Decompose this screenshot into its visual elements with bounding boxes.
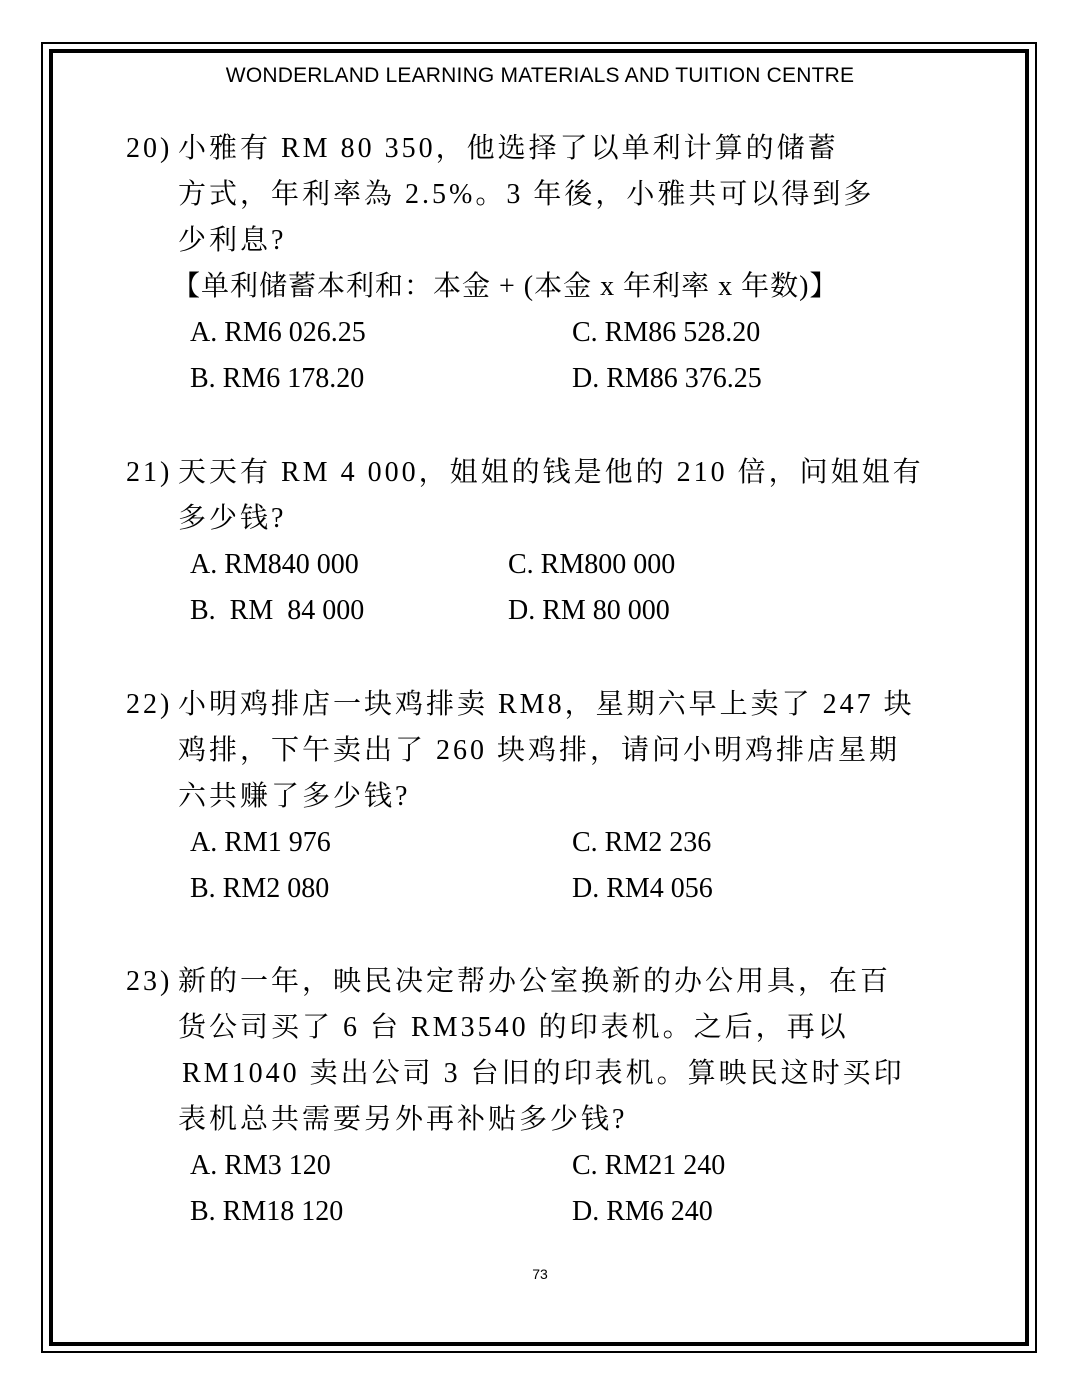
question-line: 20) 小雅有 RM 80 350，他选择了以单利计算的储蓄	[126, 126, 916, 172]
option-b[interactable]: B. RM18 120	[190, 1196, 344, 1227]
option-b[interactable]: B. RM2 080	[190, 873, 330, 904]
question-line: 少利息?	[178, 225, 287, 256]
options-row	[126, 866, 916, 912]
options-row	[126, 356, 916, 402]
question-line: 22) 小明鸡排店一块鸡排卖 RM8，星期六早上卖了 247 块	[126, 682, 916, 728]
options-row	[126, 1143, 916, 1189]
option-c[interactable]: C. RM21 240	[572, 1150, 726, 1181]
option-c[interactable]: C. RM2 236	[572, 827, 712, 858]
question-line: 表机总共需要另外再补贴多少钱?	[178, 1104, 628, 1135]
options-row	[126, 1189, 916, 1235]
option-c[interactable]: C. RM86 528.20	[572, 317, 761, 348]
question-number: 23)	[126, 966, 173, 997]
question-line: 21) 天天有 RM 4 000，姐姐的钱是他的 210 倍，问姐姐有	[126, 450, 916, 496]
option-d[interactable]: D. RM4 056	[572, 873, 713, 904]
option-d[interactable]: D. RM6 240	[572, 1196, 713, 1227]
question-line: 多少钱?	[178, 503, 287, 534]
question-line: 鸡排，下午卖出了 260 块鸡排，请问小明鸡排店星期	[178, 735, 901, 766]
page-header-title: WONDERLAND LEARNING MATERIALS AND TUITION CENTRE	[225, 64, 855, 87]
question-23	[126, 959, 916, 1235]
option-d[interactable]: D. RM86 376.25	[572, 363, 762, 394]
question-line: 货公司买了 6 台 RM3540 的印表机。之后，再以	[178, 1012, 849, 1043]
option-a[interactable]: A. RM1 976	[190, 827, 331, 858]
question-20	[126, 126, 916, 402]
options-row	[126, 310, 916, 356]
option-a[interactable]: A. RM840 000	[190, 549, 359, 580]
option-b[interactable]: B. RM6 178.20	[190, 363, 365, 394]
option-d[interactable]: D. RM 80 000	[508, 595, 670, 626]
question-line: RM1040 卖出公司 3 台旧的印表机。算映民这时买印	[182, 1058, 905, 1089]
option-a[interactable]: A. RM3 120	[190, 1150, 331, 1181]
options-row	[126, 542, 916, 588]
option-a[interactable]: A. RM6 026.25	[190, 317, 366, 348]
page-number: 73	[532, 1266, 548, 1282]
question-line: 方式，年利率為 2.5%。3 年後，小雅共可以得到多	[178, 179, 875, 210]
options-row	[126, 588, 916, 634]
option-c[interactable]: C. RM800 000	[508, 549, 676, 580]
question-number: 20)	[126, 133, 173, 164]
options-row	[126, 820, 916, 866]
question-22	[126, 682, 916, 912]
question-number: 22)	[126, 689, 173, 720]
question-line: 六共赚了多少钱?	[178, 781, 411, 812]
question-21	[126, 450, 924, 634]
question-number: 21)	[126, 457, 173, 488]
question-line: 23) 新的一年，映民决定帮办公室换新的办公用具，在百	[126, 959, 916, 1005]
formula-hint: 【单利储蓄本利和：本金 + (本金 x 年利率 x 年数)】	[172, 271, 839, 302]
option-b[interactable]: B. RM 84 000	[190, 595, 365, 626]
